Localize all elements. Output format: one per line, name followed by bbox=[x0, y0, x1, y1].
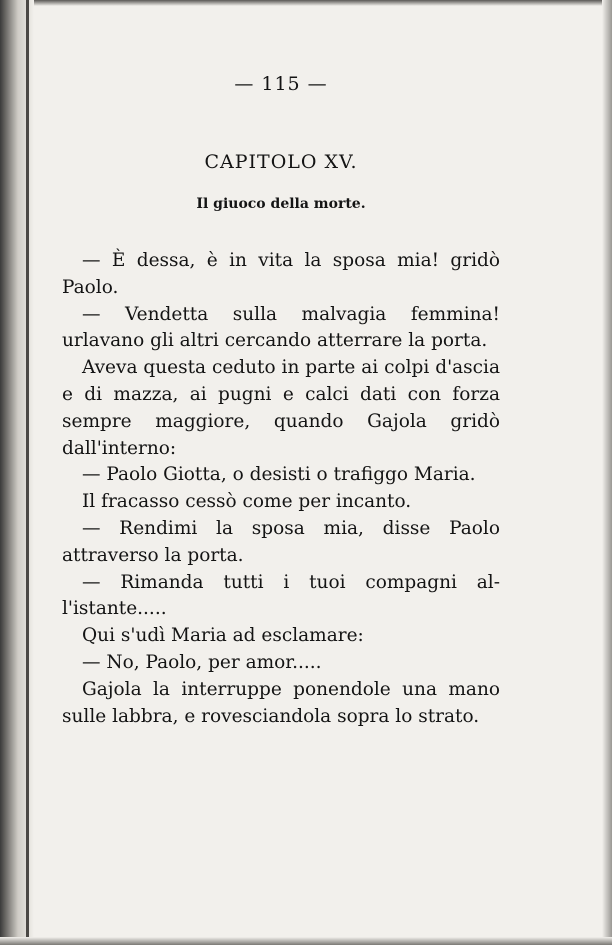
paragraph: Il fracasso cessò come per incanto. bbox=[82, 491, 412, 513]
paragraph: Aveva questa ceduto in parte ai colpi d'ascia e di mazza, ai pugni e calci dati con forza sempre maggiore, quando Gajola gridò dall'interno: bbox=[62, 357, 500, 459]
paragraph: — No, Paolo, per amor..... bbox=[82, 651, 322, 673]
page-top-shadow bbox=[0, 0, 612, 6]
page-content bbox=[62, 72, 500, 730]
body-text bbox=[62, 248, 500, 730]
paragraph: — È dessa, è in vita la sposa mia! gridò Paolo. bbox=[62, 250, 500, 298]
paragraph: — Rimanda tutti i tuoi compagni all'istante..... bbox=[62, 571, 500, 620]
paragraph: — Rendimi la sposa mia, disse Paolo attraverso la porta. bbox=[62, 517, 500, 566]
paragraph: Gajola la interruppe ponendole una mano sulle labbra, e rovesciandola sopra lo strato. bbox=[62, 678, 500, 727]
chapter-title: CAPITOLO XV. bbox=[204, 151, 358, 173]
page-number: — 115 — bbox=[234, 73, 328, 95]
chapter-subtitle: Il giuoco della morte. bbox=[196, 196, 366, 212]
page-bottom-shadow bbox=[0, 937, 612, 945]
paragraph: Qui s'udì Maria ad esclamare: bbox=[82, 625, 364, 647]
paragraph: — Paolo Giotta, o desisti o trafiggo Maria. bbox=[82, 464, 476, 486]
spine-fold-line bbox=[26, 0, 29, 945]
page-right-shadow bbox=[602, 0, 612, 945]
paragraph: — Vendetta sulla malvagia femmina! urlavano gli altri cercando atterrare la porta. bbox=[62, 303, 500, 352]
